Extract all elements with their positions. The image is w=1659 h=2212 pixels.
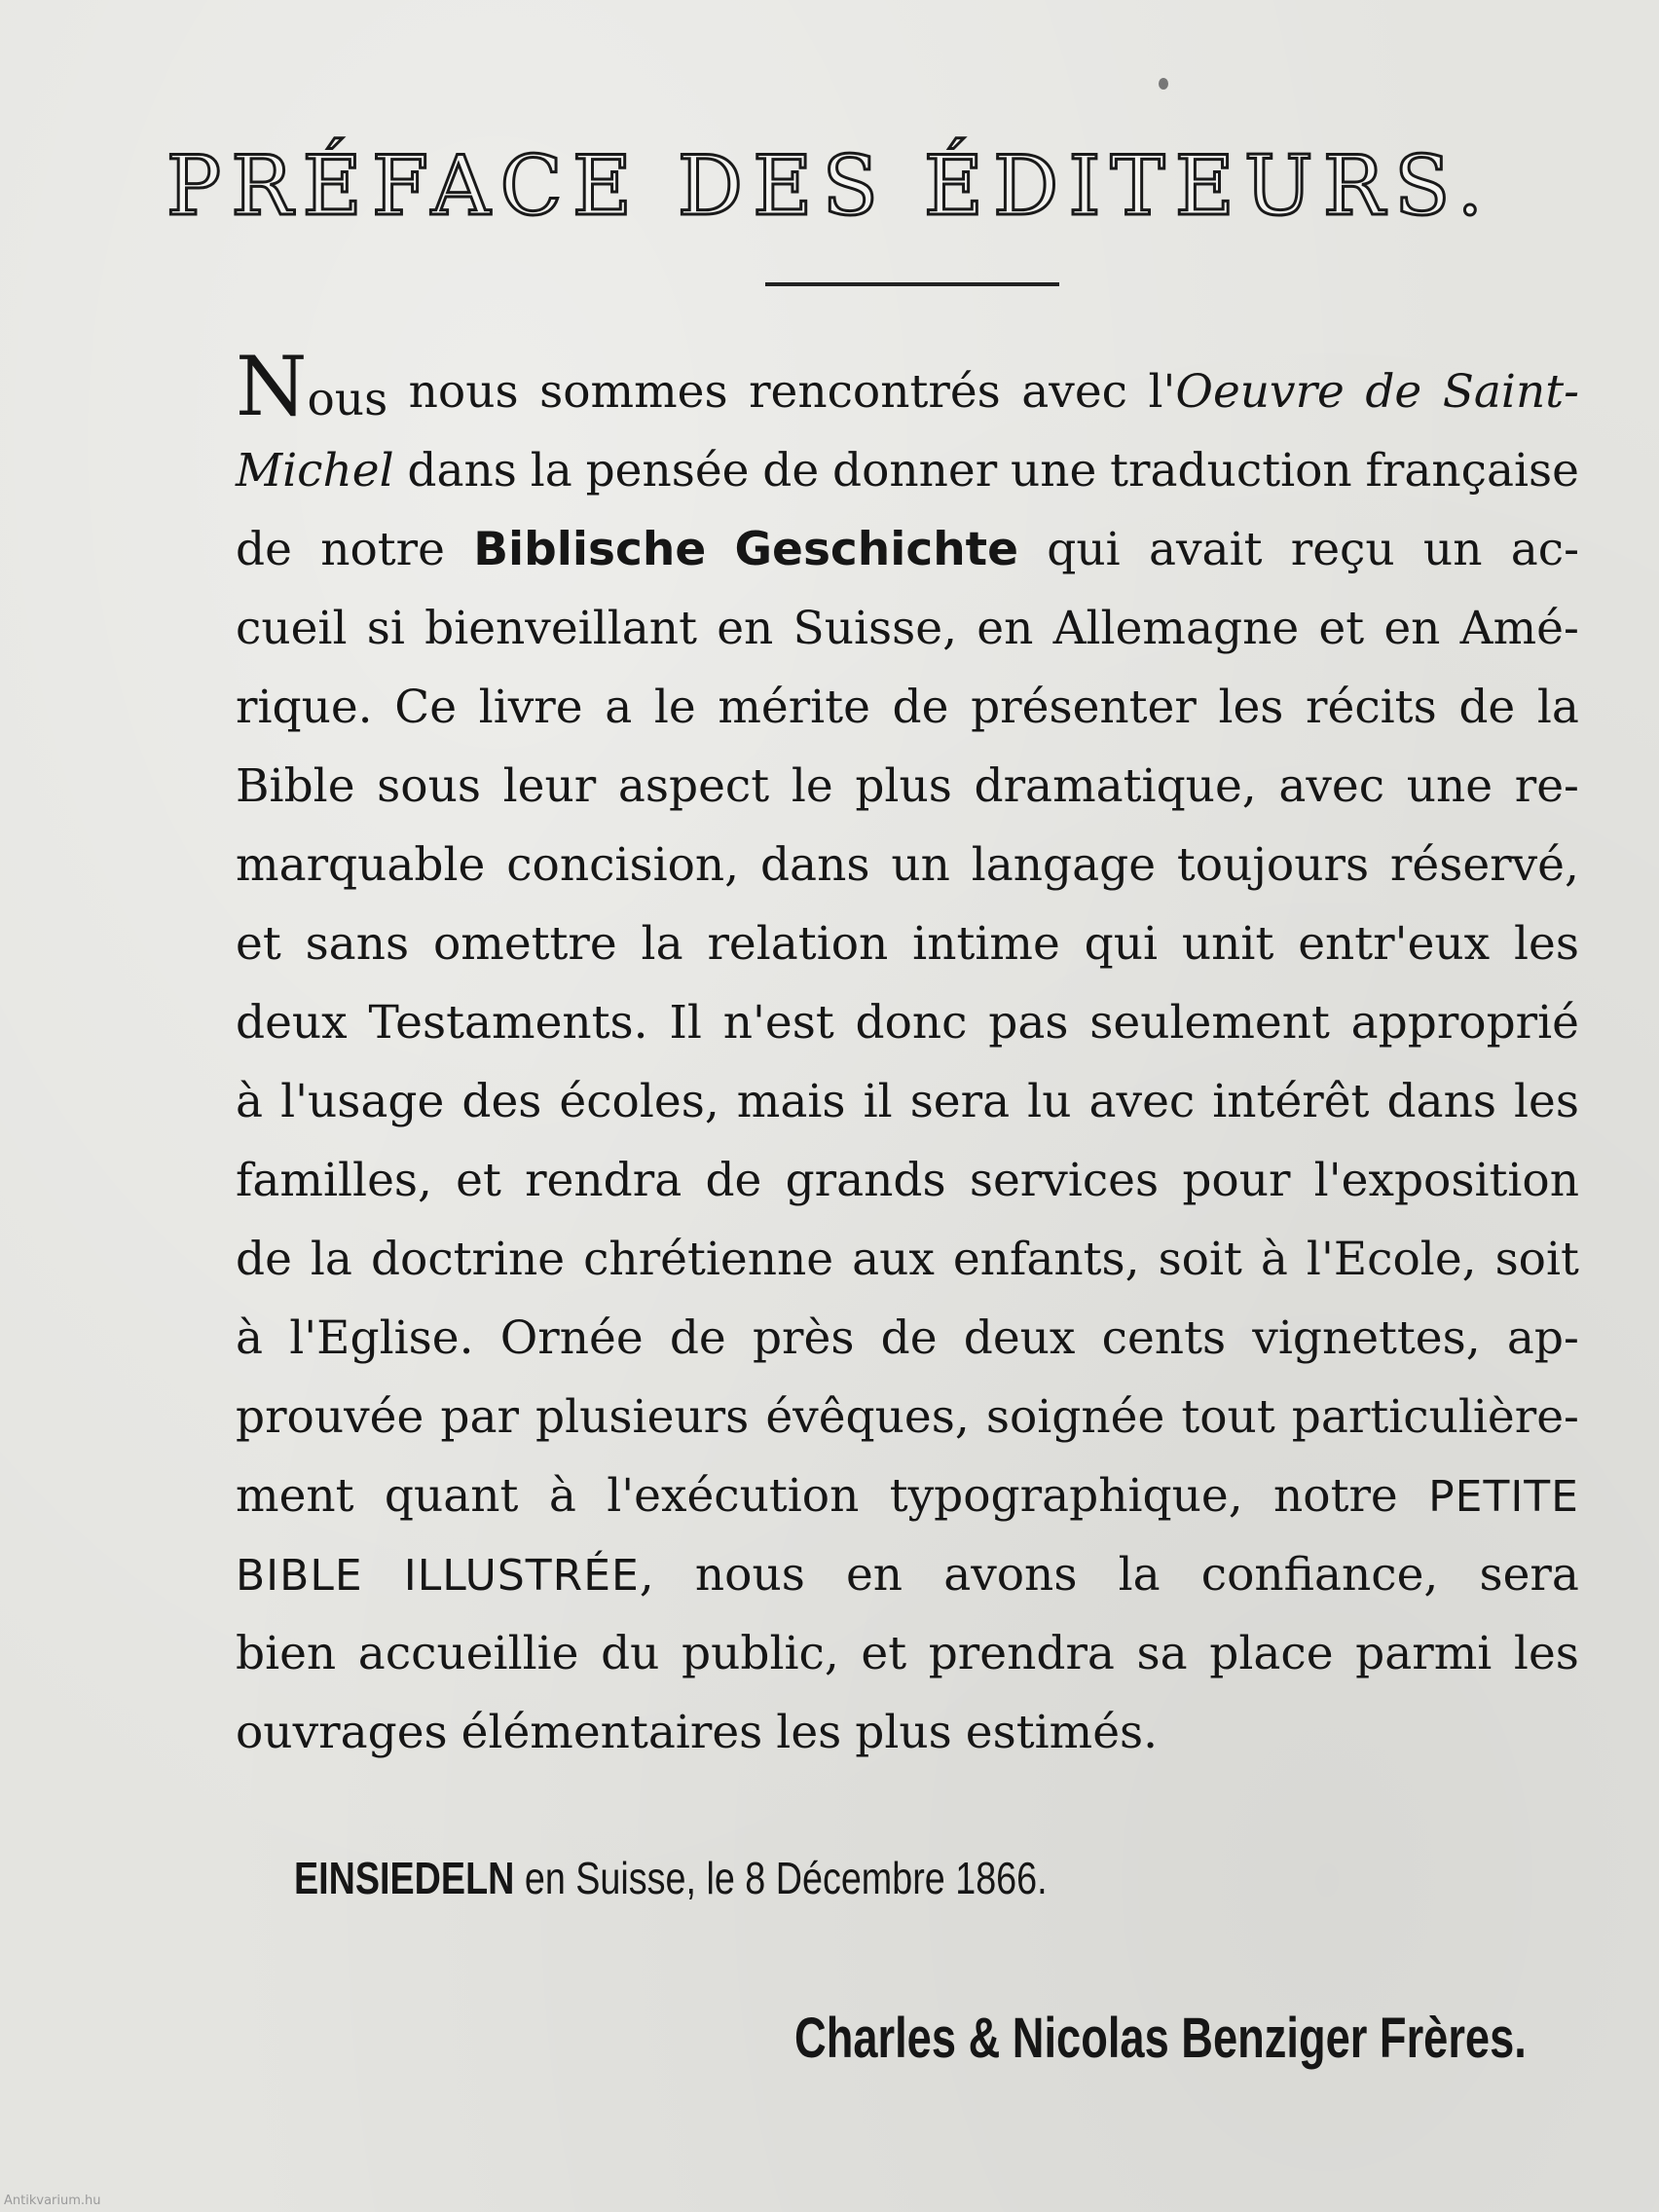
word: public, [682,1627,839,1680]
word: la [641,917,683,971]
word: unit [1181,917,1274,971]
word: Bible [236,759,355,813]
word: les [1514,1075,1579,1128]
word: estimés. [965,1706,1159,1759]
word: bienveillant [424,602,697,655]
word: de [669,1311,726,1365]
word: de [892,681,949,734]
word: plusieurs [535,1390,750,1444]
word: et [1318,602,1365,655]
word [1423,510,1483,589]
word: rendra [525,1154,682,1207]
word [236,1535,363,1614]
word: n'est [722,996,834,1050]
word: prouvée [236,1390,424,1444]
text-span: , [639,1548,654,1602]
word: à [236,1311,264,1365]
small-caps-title: PETITE [1428,1472,1579,1522]
word [1291,510,1395,589]
text-line [236,1062,1579,1141]
word: en [1383,602,1441,655]
word: dans [759,838,870,892]
word: élémentaires [461,1706,763,1759]
word: relation [707,917,889,971]
word: dans [1386,1075,1496,1128]
word [1047,510,1120,589]
text-line [236,339,1579,434]
word [1148,352,1344,431]
word: des [461,1075,542,1128]
page-title: PRÉFACE DES ÉDITEURS. [166,138,1493,234]
italic-title: Oeuvre [1175,365,1345,419]
word: pour [1182,1154,1291,1207]
word: mais [736,1075,846,1128]
word: grands [785,1154,946,1207]
word: Suisse, [793,602,958,655]
word: sa [1136,1627,1188,1680]
word: l'usage [280,1075,445,1128]
text-line [236,904,1579,983]
text-span: donner [831,444,998,498]
preface-paragraph [236,339,1579,1772]
word: et [456,1154,501,1207]
word: et [861,1627,907,1680]
word: intérêt [1212,1075,1370,1128]
word [695,1535,805,1614]
text-span: sommes [539,365,728,419]
word: ap- [1506,1311,1579,1365]
word [846,1535,903,1614]
text-line [236,983,1579,1062]
word: un [891,838,950,892]
small-caps-title: ILLUSTRÉE [403,1551,640,1601]
text-line [236,826,1579,904]
word [531,431,572,510]
text-span: sera [1479,1548,1579,1602]
text-span: à [548,1469,576,1523]
word: Testaments. [368,996,648,1050]
word: à [1260,1233,1288,1286]
italic-title: de [1365,365,1422,419]
word: de [236,1233,292,1286]
word: services [969,1154,1160,1207]
word: l'exposition [1313,1154,1579,1207]
text-line [236,1535,1579,1614]
text-span: ous [307,373,388,426]
word: lu [1027,1075,1072,1128]
text-span: de [762,444,820,498]
text-line [236,1141,1579,1220]
word [236,431,394,510]
word: l'Eglise. [289,1311,474,1365]
word: intime [912,917,1060,971]
word: Ce [394,681,458,734]
word: sera [909,1075,1011,1128]
word: les [776,1706,842,1759]
text-line [236,1299,1579,1378]
dateline-town: EINSIEDELN [294,1853,515,1903]
word: si [366,602,405,655]
word [404,1535,654,1614]
word: de [1458,681,1516,734]
text-span: notre [1273,1469,1398,1523]
text-span: typographique, [889,1469,1243,1523]
word [1201,1535,1439,1614]
word [385,1456,519,1535]
word [1480,1535,1579,1614]
word: entr'eux [1298,917,1491,971]
word: écoles, [559,1075,719,1128]
text-span: avons [943,1548,1078,1602]
word [1365,352,1421,431]
text-span: de [236,523,292,576]
word [236,1456,354,1535]
text-span: nous [694,1548,805,1602]
word: cueil [236,602,348,655]
word: a [605,681,633,734]
italic-title: Michel [236,444,394,498]
text-span: un [1422,523,1483,576]
word: Ornée [499,1311,644,1365]
title-divider [765,282,1059,286]
ink-speck [1159,78,1168,90]
word: soit [1158,1233,1242,1286]
word: avec [1278,759,1385,813]
word: soit [1494,1233,1579,1286]
text-span: reçu [1290,523,1395,576]
text-line [236,668,1579,747]
word: de [880,1311,938,1365]
word: prendra [928,1627,1115,1680]
word: il [863,1075,893,1128]
text-span: pensée [585,444,750,498]
text-span: la [1118,1548,1161,1602]
word: leur [502,759,597,813]
text-span: ac- [1510,523,1579,576]
text-line [236,1693,1579,1772]
word: deux [963,1311,1076,1365]
word [734,510,1018,589]
word: ouvrages [236,1706,448,1759]
word: pas [988,996,1069,1050]
text-span: l'exécution [607,1469,860,1523]
word: présenter [971,681,1197,734]
word: rique. [236,681,373,734]
word: omettre [432,917,617,971]
text-line [236,1220,1579,1299]
word: de [705,1154,762,1207]
bold-title: Geschichte [734,523,1019,576]
word: la [1536,681,1579,734]
word [762,431,819,510]
word: du [601,1627,660,1680]
word: avec [1088,1075,1196,1128]
text-span: notre [320,523,445,576]
word: Allemagne [1052,602,1300,655]
text-span: la [530,444,572,498]
bold-title: Biblische [473,523,707,576]
word: parmi [1355,1627,1493,1680]
word: deux [236,996,348,1050]
text-span: avec [1021,365,1127,419]
word: familles, [236,1154,432,1207]
word: Il [669,996,702,1050]
word [890,1456,1243,1535]
text-line [236,1378,1579,1456]
watermark: Antikvarium.hu [4,2194,101,2208]
word: chrétienne [583,1233,834,1286]
text-line [236,1456,1579,1535]
word [607,1456,859,1535]
text-span: dans [407,444,517,498]
word [549,1456,576,1535]
text-span: une [1011,444,1097,498]
word: sous [377,759,481,813]
word: sans [305,917,410,971]
word [1428,1456,1579,1535]
italic-title: Saint- [1442,365,1579,419]
word [1011,431,1096,510]
drop-cap: N [236,339,308,434]
text-line [236,431,1579,510]
word [409,352,519,431]
word [1119,1535,1161,1614]
word [236,339,388,434]
text-span: traduction [1110,444,1352,498]
word: en [977,602,1034,655]
word [1273,1456,1398,1535]
word: donc [855,996,968,1050]
word [1443,352,1579,431]
word [539,352,728,431]
text-span: française [1365,444,1579,498]
dateline-rest: en Suisse, le 8 Décembre 1866. [514,1853,1048,1903]
small-caps-title: BIBLE [236,1551,363,1601]
word [1149,510,1263,589]
word [586,431,750,510]
word [943,1535,1077,1614]
word: place [1209,1627,1334,1680]
text-line [236,747,1579,826]
word: soignée [985,1390,1165,1444]
word [1021,352,1127,431]
word: re- [1514,759,1579,813]
word: accueillie [357,1627,579,1680]
word [407,431,517,510]
word: une [1406,759,1493,813]
text-line [236,589,1579,668]
word: les [1513,1627,1579,1680]
text-span: avait [1148,523,1263,576]
word [749,352,1001,431]
word: plus [855,1706,952,1759]
word: mérite [718,681,870,734]
word: près [752,1311,855,1365]
word: seulement [1089,996,1330,1050]
word [320,510,445,589]
word: Amé- [1459,602,1579,655]
word: toujours [1176,838,1370,892]
word: par [440,1390,519,1444]
word: plus [855,759,952,813]
text-span: confiance, [1200,1548,1439,1602]
word: aspect [617,759,770,813]
word [832,431,997,510]
word: la [310,1233,352,1286]
word: enfants, [952,1233,1140,1286]
word: et [236,917,281,971]
publisher-signature: Charles & Nicolas Benziger Frères. [794,2007,1527,2070]
text-span: rencontrés [749,365,1001,419]
text-span: qui [1047,523,1121,576]
word: aux [852,1233,935,1286]
word: livre [478,681,583,734]
word: évêques, [765,1390,970,1444]
word: à [236,1075,264,1128]
text-line [236,510,1579,589]
word: particulière- [1291,1390,1579,1444]
word: approprié [1350,996,1579,1050]
word: récits [1306,681,1437,734]
word: vignettes, [1252,1311,1481,1365]
word [236,510,292,589]
word [1366,431,1579,510]
word: qui [1084,917,1159,971]
word [473,510,706,589]
text-span: quant [384,1469,519,1523]
word: concision, [506,838,740,892]
word: bien [236,1627,337,1680]
word: réservé, [1389,838,1579,892]
word: les [1218,681,1284,734]
text-span: ment [236,1469,354,1523]
word: dramatique, [974,759,1257,813]
word: langage [971,838,1157,892]
text-span: en [845,1548,903,1602]
word: doctrine [370,1233,566,1286]
word: le [791,759,833,813]
text-span: nous [408,365,519,419]
word: le [653,681,696,734]
word [1511,510,1579,589]
word [1110,431,1352,510]
word: marquable [236,838,486,892]
dateline [294,1852,1048,1904]
text-line [236,1614,1579,1693]
word: tout [1181,1390,1275,1444]
word: l'Ecole, [1306,1233,1477,1286]
word: cents [1101,1311,1227,1365]
word: en [717,602,774,655]
text-span: l' [1148,365,1176,419]
word: les [1514,917,1579,971]
